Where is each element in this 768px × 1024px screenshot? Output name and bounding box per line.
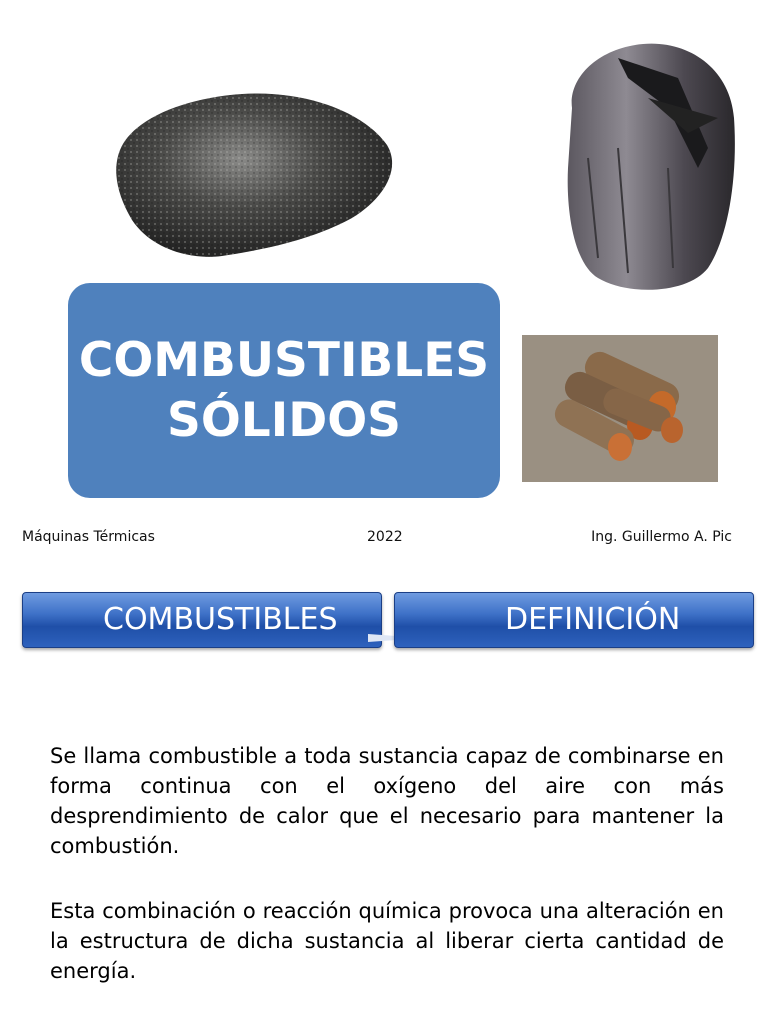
footer-author: Ing. Guillermo A. Pic — [591, 529, 732, 545]
banner-combustibles — [22, 592, 382, 648]
reaction-paragraph: Esta combinación o reacción química provoca una alteración en la estructura de dicha sustancia al liberar cierta cantidad de energía. — [50, 899, 724, 983]
banner-definicion-label: DEFINICIÓN — [505, 602, 681, 637]
slide-title-line2: SÓLIDOS — [166, 392, 402, 448]
charcoal-log-image — [558, 38, 738, 296]
banner-definicion — [394, 592, 754, 648]
definition-paragraph: Se llama combustible a toda sustancia capaz de combinarse en forma continua con el oxígeno del aire con más desprendimiento de calor que el necesario para mantener la combustión. — [50, 744, 724, 858]
footer-year: 2022 — [367, 529, 403, 545]
banner-combustibles-label: COMBUSTIBLES — [103, 602, 338, 637]
slide-title-line1: COMBUSTIBLES — [78, 332, 490, 388]
footer-course: Máquinas Térmicas — [22, 529, 155, 545]
coal-rock-image — [112, 90, 397, 260]
wood-logs-image — [522, 335, 718, 482]
slide-title-box — [68, 283, 500, 498]
